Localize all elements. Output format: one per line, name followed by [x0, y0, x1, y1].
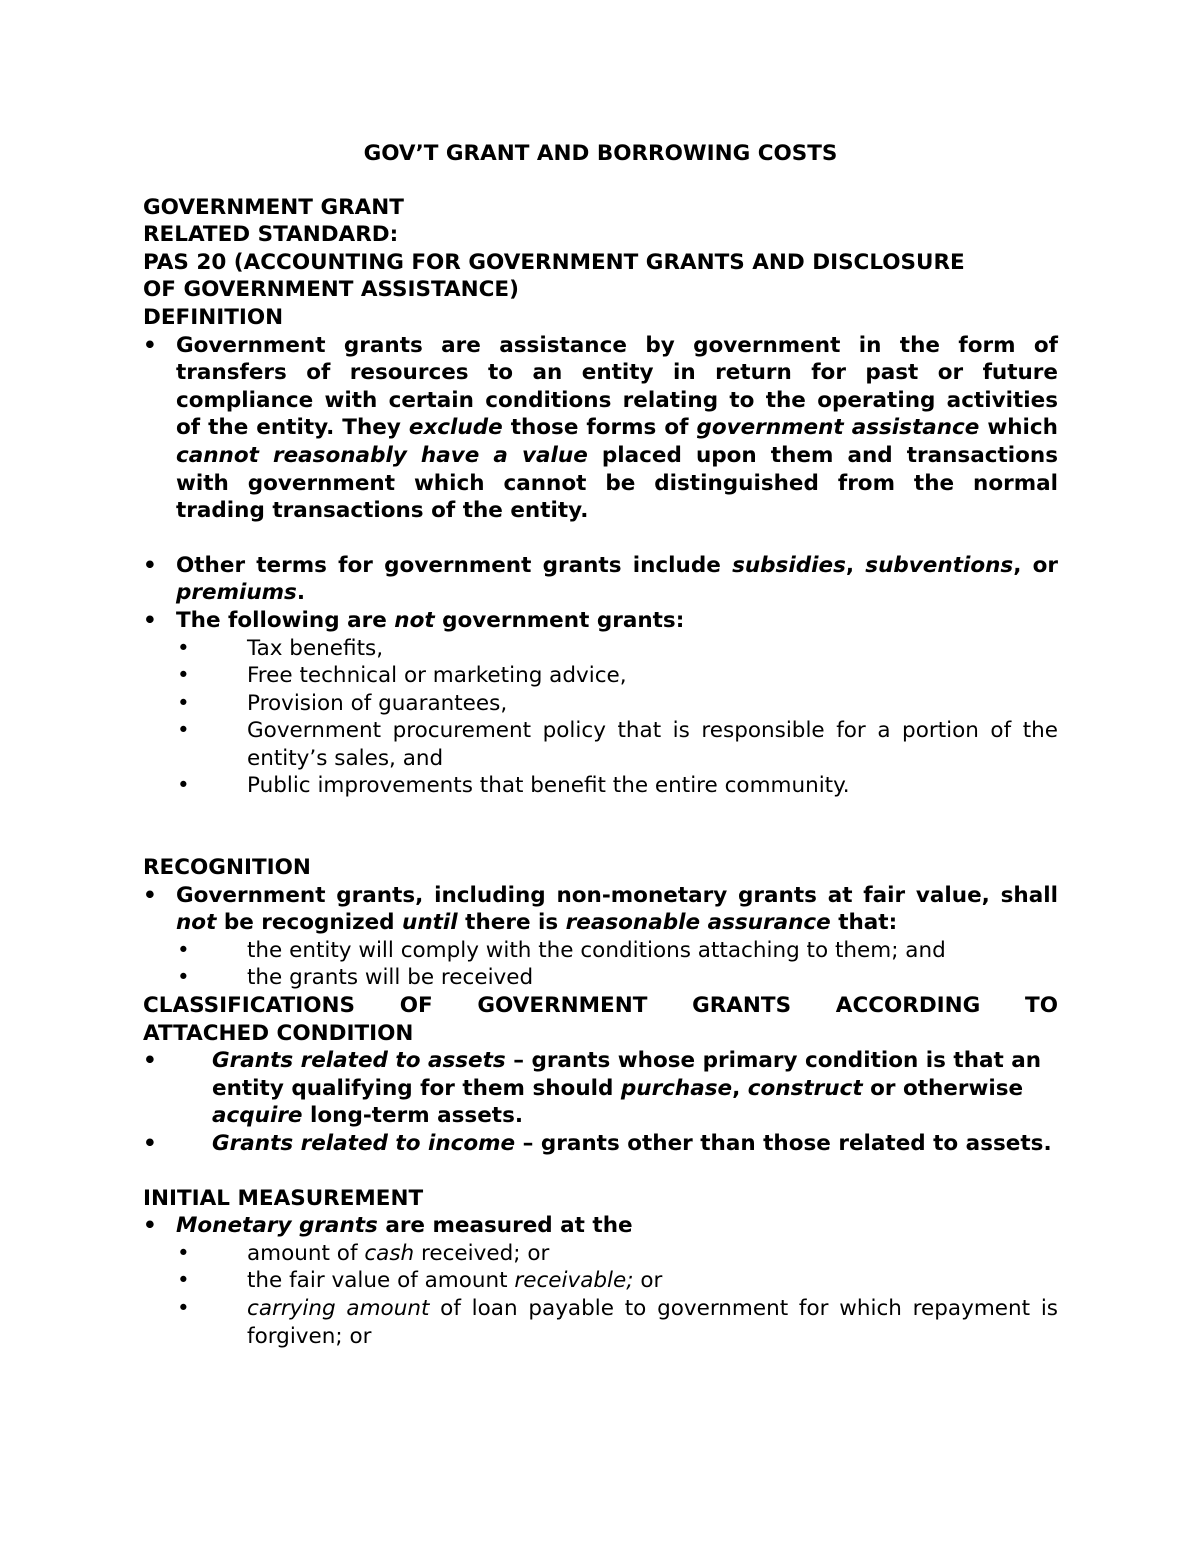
- not-grants-sublist: [143, 635, 1058, 801]
- class-assets-text-3: or otherwise: [862, 1075, 1024, 1101]
- other-terms-subsidies: subsidies: [732, 552, 846, 578]
- recognition-italic-not: not: [176, 910, 217, 936]
- class-assets-construct: construct: [747, 1075, 863, 1101]
- list-item: • Free technical or marketing advice,: [143, 662, 1058, 690]
- recognition-text-1: Government grants, including non-monetary grants at fair value, shall: [176, 882, 1058, 908]
- document-body: [143, 140, 1058, 1350]
- definition-italic-exclude: exclude: [408, 415, 503, 441]
- recognition-text-4: that:: [830, 910, 898, 936]
- monetary-bullet: [143, 1212, 1058, 1240]
- list-item: [143, 1240, 1058, 1268]
- not-grants-italic-not: not: [394, 607, 435, 633]
- definition-italic-gov-assistance: government assistance: [696, 415, 980, 441]
- list-item: • the grants will be received: [143, 964, 1058, 992]
- definition-italic-cannot: cannot reasonably have a value: [176, 442, 588, 468]
- class-assets-text-1: – grants whose primary condition is that an entity qualifying for them should: [212, 1048, 1042, 1101]
- monetary-item-a-cash: cash: [364, 1240, 415, 1266]
- definition-bullet: [143, 332, 1058, 525]
- classification-heading-line-2: ATTACHED CONDITION: [143, 1020, 414, 1046]
- definition-text-4: placed upon them and transactions with government which cannot be distinguished from the normal trading transactions of the entity.: [176, 442, 1058, 524]
- monetary-sublist: [143, 1240, 1058, 1350]
- spacer: [143, 1158, 1058, 1185]
- list-item: • Tax benefits,: [143, 635, 1058, 663]
- not-grants-text-1: The following are: [176, 607, 395, 633]
- monetary-item-b-receivable: receivable;: [514, 1268, 634, 1294]
- list-item: • the entity will comply with the conditions attaching to them; and: [143, 937, 1058, 965]
- class-income-title: Grants related to income: [212, 1131, 516, 1156]
- document-title: GOV’T GRANT AND BORROWING COSTS: [363, 141, 838, 166]
- recognition-sublist: [143, 937, 1058, 992]
- monetary-item-a-text-1: amount of: [247, 1240, 365, 1266]
- monetary-item-b-text-2: or: [633, 1268, 663, 1294]
- other-terms-bullet: [143, 552, 1058, 607]
- spacer: [143, 525, 1058, 552]
- initial-measurement-list: [143, 1212, 1058, 1240]
- list-item: • Public improvements that benefit the entire community.: [143, 772, 1058, 800]
- recognition-text-3: there is: [457, 910, 566, 936]
- monetary-item-a-text-2: received; or: [414, 1240, 550, 1266]
- recognition-italic-until: until: [402, 910, 458, 936]
- definition-text-1: Government grants are assistance by government in the form of transfers of resources to an entity in return for past or future compliance with certain conditions relating to the operating activities of the entity. They: [176, 332, 1058, 441]
- spacer: [143, 800, 1058, 854]
- standard-line-2: OF GOVERNMENT ASSISTANCE): [143, 277, 519, 303]
- definition-text-2: those forms of: [502, 415, 697, 441]
- not-grants-bullet: [143, 607, 1058, 635]
- list-item: [143, 1295, 1058, 1350]
- class-assets-text-4: long-term assets.: [302, 1103, 524, 1129]
- other-terms-list: [143, 552, 1058, 635]
- definition-text-3: which: [979, 415, 1058, 441]
- monetary-item-c-text-1: of loan payable to government for which repayment is forgiven; or: [247, 1295, 1059, 1349]
- other-terms-premiums: premiums: [176, 580, 297, 606]
- class-income-bullet: [143, 1130, 1058, 1158]
- class-assets-bullet: [143, 1047, 1058, 1130]
- list-item: [143, 1267, 1058, 1295]
- recognition-bullet: [143, 882, 1058, 937]
- definition-list: [143, 332, 1058, 525]
- class-assets-title: Grants related to assets: [212, 1048, 506, 1074]
- classification-heading-line-1: CLASSIFICATIONS OF GOVERNMENT GRANTS ACCORDING TO: [143, 993, 1058, 1019]
- initial-measurement-heading: INITIAL MEASUREMENT: [143, 1185, 424, 1211]
- class-assets-acquire: acquire: [212, 1103, 303, 1129]
- other-terms-text-2: ,: [845, 552, 866, 578]
- monetary-item-b-text-1: the fair value of amount: [247, 1268, 515, 1294]
- class-assets-purchase: purchase: [620, 1075, 733, 1101]
- other-terms-text-3: , or: [1013, 552, 1058, 578]
- class-assets-text-2: ,: [732, 1075, 748, 1101]
- standard-line-1: PAS 20 (ACCOUNTING FOR GOVERNMENT GRANTS AND DISCLOSURE: [143, 249, 965, 275]
- monetary-text-1: are measured at the: [377, 1213, 633, 1239]
- monetary-item-c-carrying: carrying amount: [247, 1295, 430, 1321]
- monetary-title: Monetary grants: [176, 1213, 378, 1239]
- recognition-text-2: be recognized: [216, 910, 403, 936]
- related-standard-label: RELATED STANDARD:: [143, 222, 399, 248]
- section-heading-government-grant: GOVERNMENT GRANT: [143, 194, 404, 220]
- classification-list: [143, 1047, 1058, 1157]
- definition-heading: DEFINITION: [143, 304, 284, 330]
- recognition-italic-assurance: reasonable assurance: [565, 910, 831, 936]
- list-item: • Provision of guarantees,: [143, 690, 1058, 718]
- class-income-text-1: – grants other than those related to assets.: [515, 1131, 1052, 1156]
- recognition-list: [143, 882, 1058, 937]
- recognition-heading: RECOGNITION: [143, 855, 311, 881]
- list-item: • Government procurement policy that is responsible for a portion of the entity’s sales, and: [143, 717, 1058, 772]
- other-terms-text-1: Other terms for government grants include: [176, 552, 733, 578]
- other-terms-subventions: subventions: [865, 552, 1014, 578]
- not-grants-text-2: government grants:: [434, 607, 685, 633]
- other-terms-text-4: .: [296, 580, 306, 606]
